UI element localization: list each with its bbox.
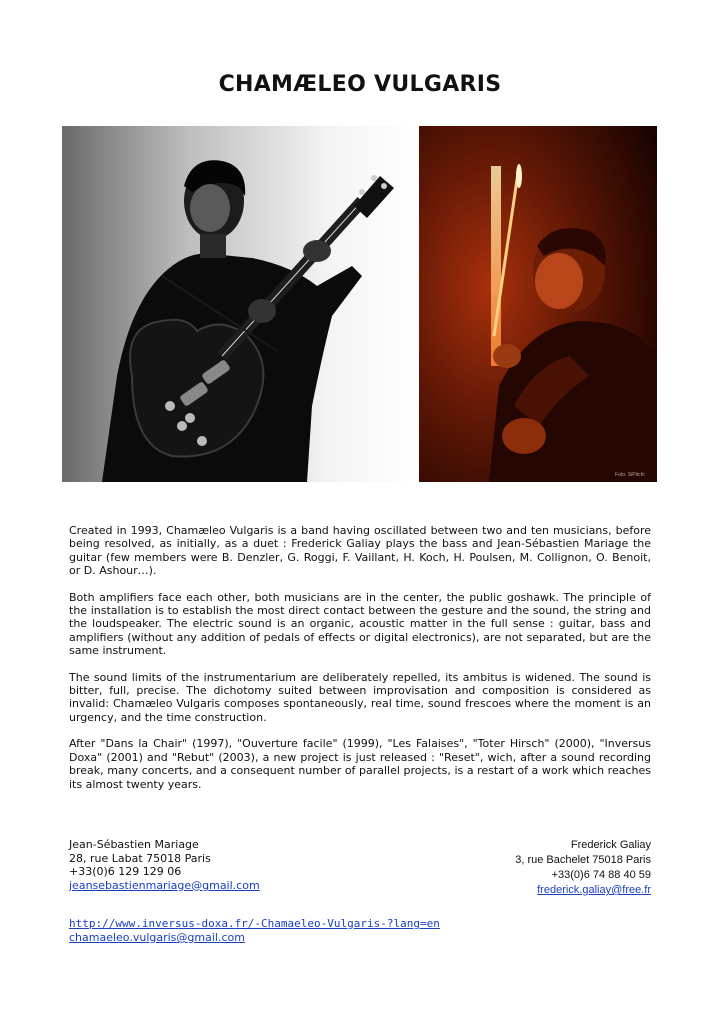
contact-address: 3, rue Bachelet 75018 Paris	[515, 854, 651, 866]
contact-block-left	[69, 838, 260, 892]
contact-name: Jean-Sébastien Mariage	[69, 838, 199, 851]
contact-phone: +33(0)6 129 129 06	[69, 865, 182, 879]
contact-address: 28, rue Labat 75018 Paris	[69, 851, 211, 865]
contact-phone: +33(0)6 74 88 40 59	[551, 869, 651, 881]
bass-player-photo	[419, 126, 657, 482]
contact-email-link[interactable]: jeansebastienmariage@gmail.com	[69, 878, 260, 892]
guitar-player-photo	[62, 126, 419, 482]
contact-block-right	[515, 838, 651, 898]
band-email-link[interactable]: chamaeleo.vulgaris@gmail.com	[69, 931, 245, 944]
website-link[interactable]: http://www.inversus-doxa.fr/-Chamaeleo-Vulgaris-?lang=en	[69, 917, 440, 930]
photo-credit: Foto: SiPitchi	[615, 472, 645, 478]
paragraph-sound: The sound limits of the instrumentarium are deliberately repelled, its ambitus is widened. The sound is bitter, full, precise. The dichotomy suited between improvisation and composition is considered as invalid: Chamæleo Vulgaris composes spontaneously, real time, sound frescoes where the moment is an urgency, and the time construction.	[69, 670, 651, 724]
paragraph-history: Created in 1993, Chamæleo Vulgaris is a band having oscillated between two and ten musicians, before being resolved, as initially, as a duet : Frederick Galiay plays the bass and Jean-Sébastien Mariage the guitar (few members were B. Denzler, G. Roggi, F. Vaillant, H. Koch, H. Poulsen, M. Collignon, O. Benoit, or D. Ashour…).	[69, 524, 651, 578]
paragraph-discography: After "Dans la Chair" (1997), "Ouverture facile" (1999), "Les Falaises", "Toter Hirsch" (2000), "Inversus Doxa" (2001) and "Rebut" (2003), a new project is just released : "Reset", wich, after a sound recording break, many concerts, and a consequent number of parallel projects, is a restart of a work which reaches its almost twenty years.	[69, 737, 651, 791]
description	[69, 524, 651, 804]
contact-email-link[interactable]: frederick.galiay@free.fr	[537, 884, 651, 896]
links-block	[69, 917, 440, 945]
paragraph-setup: Both amplifiers face each other, both musicians are in the center, the public goshawk. The principle of the installation is to establish the most direct contact between the gesture and the sound, the string and the loudspeaker. The electric sound is an organic, acoustic matter in the full sense : guitar, bass and amplifiers (without any addition of pedals of effects or digital electronics), are not separated, but are the same instrument.	[69, 590, 651, 658]
contact-name: Frederick Galiay	[570, 839, 651, 851]
page-title: CHAMÆLEO VULGARIS	[218, 72, 502, 97]
